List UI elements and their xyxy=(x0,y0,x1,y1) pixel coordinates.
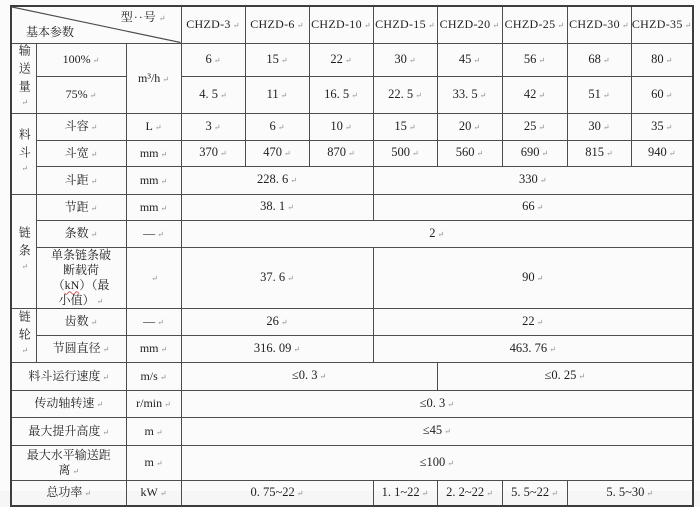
value-cell: 0. 75~22 ↵ xyxy=(181,480,373,506)
unit-cell: mm ↵ xyxy=(126,166,181,194)
corner-params-label: 基本参数 xyxy=(26,24,75,39)
group-cell-chain: 链条 ↵ xyxy=(11,194,36,308)
value-cell: 26 ↵ xyxy=(181,308,373,335)
value-cell: 68 ↵ xyxy=(567,43,631,77)
value-cell: 5. 5~22 ↵ xyxy=(502,480,567,506)
unit-cell: m/s ↵ xyxy=(126,362,181,390)
value-cell: ≤100 ↵ xyxy=(181,445,693,480)
table-row xyxy=(11,308,693,335)
row-label-cell: 斗宽 ↵ xyxy=(36,140,126,166)
corner-model-label: 型··号 ↵ xyxy=(121,10,167,25)
table-row xyxy=(11,445,693,480)
value-cell: 22. 5 ↵ xyxy=(373,77,437,113)
row-label-cell: 斗距 ↵ xyxy=(36,166,126,194)
model-header-cell: CHZD-6 ↵ xyxy=(245,6,309,43)
value-cell: 51 ↵ xyxy=(567,77,631,113)
unit-cell: m ↵ xyxy=(126,445,181,480)
unit-cell: r/min ↵ xyxy=(126,390,181,417)
value-cell: 20 ↵ xyxy=(437,113,502,140)
model-header-cell: CHZD-20 ↵ xyxy=(437,6,502,43)
table-row xyxy=(11,362,693,390)
value-cell: 470 ↵ xyxy=(245,140,309,166)
row-label-cell: 总功率 ↵ xyxy=(11,480,126,506)
value-cell: 228. 6 ↵ xyxy=(181,166,373,194)
value-cell: 815 ↵ xyxy=(567,140,631,166)
value-cell: 56 ↵ xyxy=(502,43,567,77)
row-label-cell: 料斗运行速度 ↵ xyxy=(11,362,126,390)
value-cell: 2. 2~22 ↵ xyxy=(437,480,502,506)
table-row xyxy=(11,77,693,113)
unit-cell: mm ↵ xyxy=(126,140,181,166)
table-row xyxy=(11,390,693,417)
table-row xyxy=(11,43,693,77)
model-header-cell: CHZD-10 ↵ xyxy=(309,6,373,43)
value-cell: 42 ↵ xyxy=(502,77,567,113)
value-cell: 3 ↵ xyxy=(181,113,245,140)
value-cell: 2 ↵ xyxy=(181,220,693,247)
row-label-cell: 条数 ↵ xyxy=(36,220,126,247)
value-cell: 16. 5 ↵ xyxy=(309,77,373,113)
value-cell: 45 ↵ xyxy=(437,43,502,77)
value-cell: 5. 5~30 ↵ xyxy=(567,480,693,506)
table-row xyxy=(11,113,693,140)
value-cell: 463. 76 ↵ xyxy=(373,335,693,362)
row-label-cell: 节圆直径 ↵ xyxy=(36,335,126,362)
value-cell: 940 ↵ xyxy=(631,140,693,166)
model-header-cell: CHZD-15 ↵ xyxy=(373,6,437,43)
value-cell: 500 ↵ xyxy=(373,140,437,166)
unit-cell: — ↵ xyxy=(126,308,181,335)
value-cell: 37. 6 ↵ xyxy=(181,247,373,308)
unit-cell: mm ↵ xyxy=(126,194,181,220)
header-row xyxy=(11,6,693,43)
group-cell-conveying: 输送量 ↵ xyxy=(11,43,36,113)
table-row xyxy=(11,166,693,194)
value-cell: 90 ↵ xyxy=(373,247,693,308)
value-cell: 560 ↵ xyxy=(437,140,502,166)
value-cell: 22 ↵ xyxy=(309,43,373,77)
breaking-load-label: 单条链条破断载荷（ xyxy=(50,247,111,292)
value-cell: 4. 5 ↵ xyxy=(181,77,245,113)
value-cell: ≤0. 3 ↵ xyxy=(181,362,437,390)
table-row xyxy=(11,480,693,506)
value-cell: 66 ↵ xyxy=(373,194,693,220)
value-cell: 330 ↵ xyxy=(373,166,693,194)
unit-cell: kW ↵ xyxy=(126,480,181,506)
unit-cell xyxy=(126,247,181,308)
value-cell: 30 ↵ xyxy=(373,43,437,77)
unit-cell: L ↵ xyxy=(126,113,181,140)
unit-cell: — ↵ xyxy=(126,220,181,247)
model-header-cell: CHZD-25 ↵ xyxy=(502,6,567,43)
row-label-cell: 传动轴转速 ↵ xyxy=(11,390,126,417)
breaking-load-label-tail: ）（最小值） ↵ xyxy=(59,278,110,307)
value-cell: 6 ↵ xyxy=(245,113,309,140)
value-cell: 80 ↵ xyxy=(631,43,693,77)
row-label-cell: 斗容 ↵ xyxy=(36,113,126,140)
breaking-load-kn: kN xyxy=(64,277,80,292)
table-row xyxy=(11,335,693,362)
value-cell: 1. 1~22 ↵ xyxy=(373,480,437,506)
row-label-cell xyxy=(36,247,126,308)
table-row xyxy=(11,417,693,445)
row-label-cell: 100% ↵ xyxy=(36,43,126,77)
value-cell: 38. 1 ↵ xyxy=(181,194,373,220)
unit-cell: m³/h ↵ xyxy=(126,43,181,113)
model-header-cell: CHZD-3 ↵ xyxy=(181,6,245,43)
value-cell: 370 ↵ xyxy=(181,140,245,166)
value-cell: 30 ↵ xyxy=(567,113,631,140)
value-cell: 11 ↵ xyxy=(245,77,309,113)
value-cell: 870 ↵ xyxy=(309,140,373,166)
value-cell: 10 ↵ xyxy=(309,113,373,140)
table-row xyxy=(11,220,693,247)
value-cell: 25 ↵ xyxy=(502,113,567,140)
row-label-cell: 齿数 ↵ xyxy=(36,308,126,335)
value-cell: ≤0. 3 ↵ xyxy=(181,390,693,417)
value-cell: 15 ↵ xyxy=(245,43,309,77)
row-label-cell: 75% ↵ xyxy=(36,77,126,113)
table-row xyxy=(11,194,693,220)
value-cell: 22 ↵ xyxy=(373,308,693,335)
table-row xyxy=(11,140,693,166)
spec-table xyxy=(10,5,694,507)
value-cell: 690 ↵ xyxy=(502,140,567,166)
corner-cell xyxy=(11,6,181,43)
row-label-cell: 最大提升高度 ↵ xyxy=(11,417,126,445)
model-header-cell: CHZD-35 ↵ xyxy=(631,6,693,43)
value-cell: 316. 09 ↵ xyxy=(181,335,373,362)
value-cell: 33. 5 ↵ xyxy=(437,77,502,113)
value-cell: 6 ↵ xyxy=(181,43,245,77)
unit-cell: mm ↵ xyxy=(126,335,181,362)
group-cell-sprocket: 链轮 ↵ xyxy=(11,308,36,362)
row-label-cell: 节距 ↵ xyxy=(36,194,126,220)
value-cell: ≤45 ↵ xyxy=(181,417,693,445)
unit-cell: m ↵ xyxy=(126,417,181,445)
value-cell: ≤0. 25 ↵ xyxy=(437,362,693,390)
value-cell: 60 ↵ xyxy=(631,77,693,113)
row-label-cell: 最大水平输送距离 ↵ xyxy=(11,445,126,480)
value-cell: 35 ↵ xyxy=(631,113,693,140)
model-header-cell: CHZD-30 ↵ xyxy=(567,6,631,43)
group-cell-bucket: 料斗 ↵ xyxy=(11,113,36,194)
table-row xyxy=(11,247,693,308)
value-cell: 15 ↵ xyxy=(373,113,437,140)
